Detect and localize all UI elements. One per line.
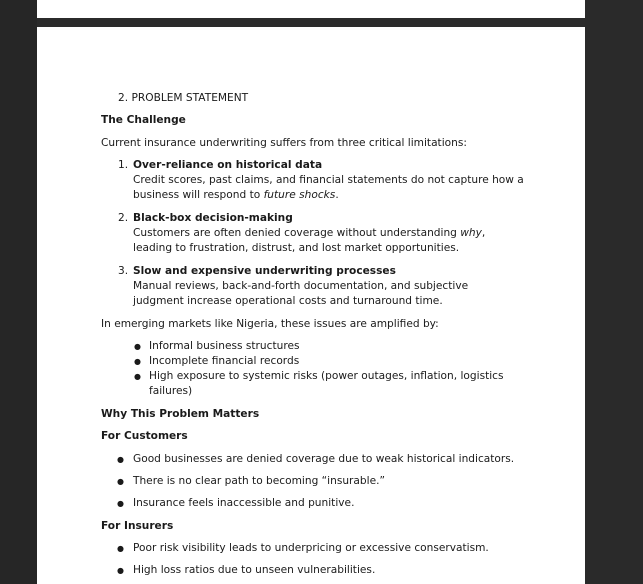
bullet: ● [117,499,124,508]
limitation-text: judgment increase operational costs and turnaround time. [133,295,443,307]
emerging-intro: In emerging markets like Nigeria, these issues are amplified by: [101,318,439,330]
section-heading: 2. PROBLEM STATEMENT [118,92,249,104]
document-page [37,27,585,584]
challenge-heading: The Challenge [101,114,186,126]
insurers-heading: For Insurers [101,520,174,532]
limitation-text: leading to frustration, distrust, and lost market opportunities. [133,242,460,254]
list-item: Incomplete financial records [149,355,300,367]
bullet: ● [134,372,141,381]
list-item: Good businesses are denied coverage due to weak historical indicators. [133,453,515,465]
bullet: ● [117,477,124,486]
bullet: ● [134,342,141,351]
bullet: ● [117,544,124,553]
limitation-title: Over-reliance on historical data [133,159,323,171]
limitation-text: Customers are often denied coverage without understanding why, [133,227,486,239]
limitation-title: Slow and expensive underwriting processes [133,265,396,277]
list-number: 2. [118,212,129,224]
list-item-continuation: failures) [149,385,193,397]
why-heading: Why This Problem Matters [101,408,260,420]
bullet: ● [134,357,141,366]
viewer-background-right [585,0,643,584]
list-item: There is no clear path to becoming “insurable.” [133,475,385,487]
intro-paragraph: Current insurance underwriting suffers from three critical limitations: [101,137,467,149]
limitation-text: business will respond to future shocks. [133,189,339,201]
list-item: High exposure to systemic risks (power outages, inflation, logistics [149,370,504,382]
customers-heading: For Customers [101,430,188,442]
bullet: ● [117,455,124,464]
limitation-text: Manual reviews, back-and-forth documentation, and subjective [133,280,469,292]
limitation-text: Credit scores, past claims, and financial statements do not capture how a [133,174,524,186]
list-item: Poor risk visibility leads to underpricing or excessive conservatism. [133,542,489,554]
list-item: Insurance feels inaccessible and punitive. [133,497,355,509]
list-number: 3. [118,265,129,277]
list-item: Informal business structures [149,340,300,352]
viewer-background-left [0,0,37,584]
bullet: ● [117,566,124,575]
list-number: 1. [118,159,129,171]
limitation-title: Black-box decision-making [133,212,293,224]
list-item: High loss ratios due to unseen vulnerabilities. [133,564,376,576]
previous-page-bottom [37,0,585,18]
